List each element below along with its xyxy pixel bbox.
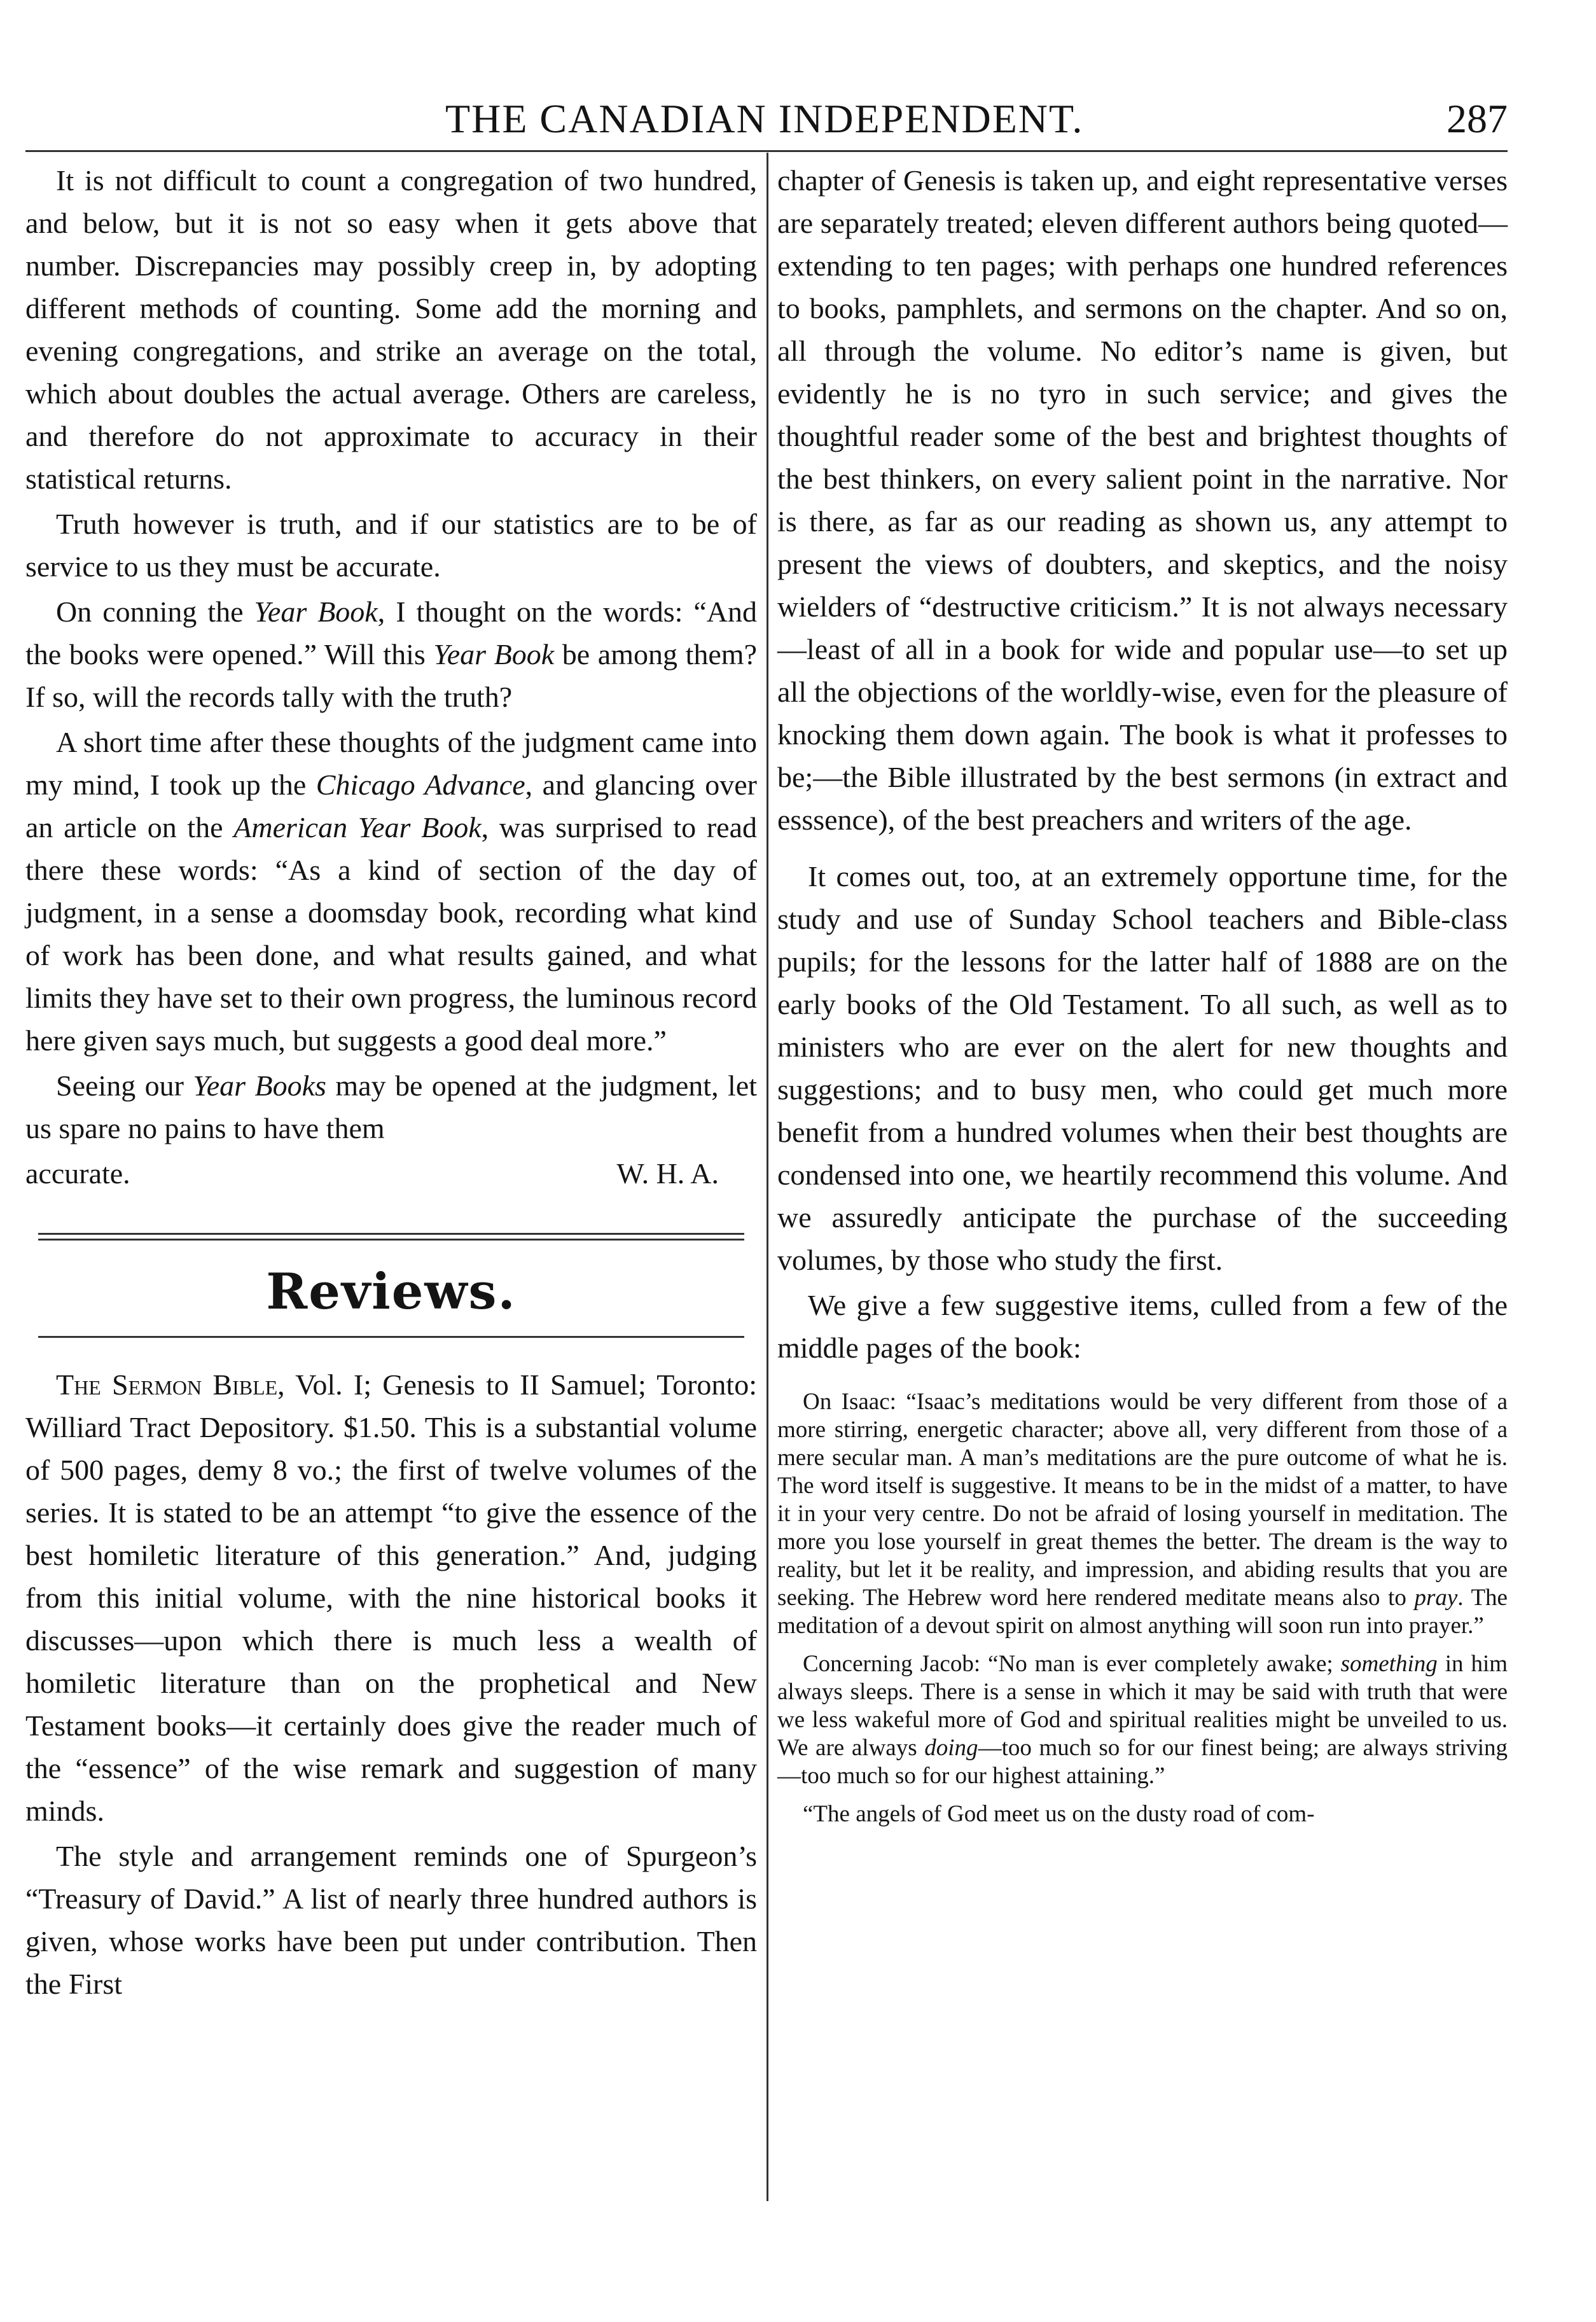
text-run: Concerning Jacob: “No man is ever completely awake; [803,1651,1341,1677]
right-column [777,159,1508,1839]
page-number: 287 [1447,96,1508,141]
signature: W. H. A. [616,1157,719,1190]
text-run: accurate. [25,1157,130,1190]
italic-word: doing [924,1735,978,1761]
paragraph-suggestive-items: We give a few suggestive items, culled from a few of the middle pages of the book: [777,1289,1508,1364]
text-run: in him always sleeps. There is a sense in which it may be said with truth that were we less wakeful more of God and spiritual realities might be unveiled to us. We are always [777,1651,1508,1761]
running-title: THE CANADIAN INDEPENDENT. [445,96,1084,141]
text-run: be among them? If so, will the records tally with the truth? [25,638,757,713]
text-run: On Isaac: “Isaac’s meditations would be very different from those of a more stirring, energetic character; above all, very different from those of a mere secular man. A man’s meditations are the pure outcome of what he is. The word itself is suggestive. It means to be in the midst of a matter, to have it in your very centre. Do not be afraid of losing yourself in meditation. The more you lose yourself in great themes the better. The dream is the way to reality, but let it be reality, and impression, and abiding results that you are seeking. The Hebrew word here rendered meditate means also to [777,1389,1508,1611]
italic-word: pray [1414,1585,1458,1611]
signature-line [25,1152,757,1195]
text-run: may be opened at the judgment, let us spare no pains to have them [25,1069,757,1144]
italic-title: Year Book [254,595,378,628]
column-divider [767,153,768,2201]
text-run: . The meditation of a devout spirit on almost anything will soon run into prayer.” [777,1585,1508,1639]
paragraph-seeing [25,1064,757,1150]
paragraph-judgment [25,721,757,1062]
italic-title: Chicago Advance [316,768,525,801]
quote-isaac [777,1388,1508,1640]
paragraph-opportune: It comes out, too, at an extremely opportune time, for the study and use of Sunday School teachers and Bible-class pupils; for the lessons for the latter half of 1888 are on the early books of the Old Testament. To all such, as well as to ministers who are ever on the alert for new thoughts and suggestions; and to busy men, who could get much more benefit from a hundred volumes when their best thoughts are condensed into one, we heartily recommend this volume. And we assuredly anticipate the purchase of the succeeding volumes, by those who study the first. [777,860,1508,1276]
text-run: , Vol. I; Genesis to II Samuel; Toronto: Williard Tract Depository. $1.50. This is a substantial volume of 500 pages, demy 8 vo.; the first of twelve volumes of the series. It is stated to be an attempt “to give the essence of the best homiletic literature of this generation.” And, judging from this initial volume, with the nine historical books it discusses—upon which there is much less a wealth of homiletic literature than on the prophetical and New Testament books—it certainly does give the reader much of the “essence” of the wise remark and suggestion of many minds. [25,1368,757,1827]
text-run: A short time after these thoughts of the judgment came into my mind, I took up the [25,726,757,801]
italic-title: Year Books [193,1069,326,1102]
italic-word: something [1340,1651,1438,1677]
section-rule-double [38,1233,744,1241]
paragraph-truth: Truth however is truth, and if our statistics are to be of service to us they must be accurate. [25,508,757,583]
page-header [25,95,1508,146]
text-run: Seeing our [56,1069,193,1102]
review-sermon-bible [25,1363,757,1832]
text-run: —too much so for our finest being; are always striving—too much so for our highest attaining.” [777,1735,1508,1789]
italic-title: Year Book [433,638,555,671]
book-title: The Sermon Bible [56,1368,278,1401]
quote-angels: “The angels of God meet us on the dusty road of com- [803,1801,1315,1827]
text-run: , and glancing over an article on the [25,768,757,844]
paragraph-year-book [25,590,757,718]
text-run: On conning the [56,595,254,628]
section-rule-single [38,1336,744,1338]
section-heading-reviews: Reviews. [266,1263,517,1321]
left-column [25,159,757,2008]
text-run: , was surprised to read there these words: “As a kind of section of the day of judgment, in a sense a doomsday book, recording what kind of work has been done, and what results gained, and what limits they have set to their own progress, the luminous record here given says much, but suggests a good deal more.” [25,811,758,1057]
paragraph-counting: It is not difficult to count a congregation of two hundred, and below, but it is not so easy when it gets above that number. Discrepancies may possibly creep in, by adopting different methods of counting. Some add the morning and evening congregations, and strike an average on the total, which about doubles the actual average. Others are careless, and therefore do not approximate to accuracy in their statistical returns. [25,164,757,495]
header-rule [25,150,1508,152]
quote-jacob [777,1650,1508,1790]
italic-title: American Year Book [233,811,482,844]
text-run: , I thought on the words: “And the books were opened.” Will this [25,595,757,671]
review-style-arrangement: The style and arrangement reminds one of Spurgeon’s “Treasury of David.” A list of nearly three hundred authors is given, whose works have been put under contribution. Then the First [25,1840,757,2000]
paragraph-genesis-chapter: chapter of Genesis is taken up, and eight representative verses are separately treated; eleven different authors being quoted—extending to ten pages; with perhaps one hundred references to books, pamphlets, and sermons on the chapter. And so on, all through the volume. No editor’s name is given, but evidently he is no tyro in such service; and gives the thoughtful reader some of the best and brightest thoughts of the best thinkers, on every salient point in the narrative. Nor is there, as far as our reading as shown us, any attempt to present the views of doubters, and skeptics, and the noisy wielders of “destructive criticism.” It is not always necessary—least of all in a book for wide and popular use—to set up all the objections of the worldly-wise, even for the pleasure of knocking them down again. The book is what it professes to be;—the Bible illustrated by the best sermons (in extract and esssence), of the best preachers and writers of the age. [777,164,1508,836]
